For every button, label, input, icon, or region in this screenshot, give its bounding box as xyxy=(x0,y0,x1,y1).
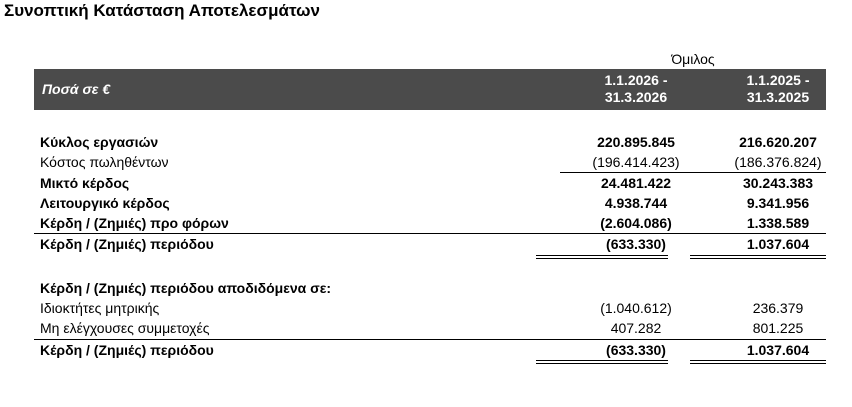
value-2026: 24.481.422 xyxy=(600,175,672,191)
value-2026: 220.895.845 xyxy=(597,134,675,150)
value-2026: (2.604.086) xyxy=(600,215,672,231)
value-2026: (633.330) xyxy=(606,236,666,252)
row-gross-profit xyxy=(34,173,826,193)
value-2025: 801.225 xyxy=(752,320,804,336)
value-2026: (1.040.612) xyxy=(600,300,672,316)
period-2025-start: 1.1.2025 - xyxy=(746,72,810,88)
value-2025: 1.037.604 xyxy=(746,236,810,252)
row-label: Κέρδη / (Ζημιές) περιόδου xyxy=(40,236,214,252)
row-non-controlling-interests xyxy=(34,318,826,338)
row-label: Κέρδη / (Ζημιές) προ φόρων xyxy=(40,215,229,231)
row-cost-of-sales xyxy=(34,152,826,172)
amounts-unit-label: Ποσά σε € xyxy=(42,81,111,97)
total-double-underline xyxy=(536,360,668,364)
table-header xyxy=(34,69,826,110)
statement-title: Συνοπτική Κατάσταση Αποτελεσμάτων xyxy=(4,1,320,20)
row-label: Κύκλος εργασιών xyxy=(40,134,159,150)
attribution-heading-row xyxy=(34,278,826,298)
value-2026: (196.414.423) xyxy=(592,154,680,170)
value-2026: 4.938.744 xyxy=(604,195,668,211)
row-label: Κόστος πωληθέντων xyxy=(40,154,169,170)
attribution-heading: Κέρδη / (Ζημιές) περιόδου αποδιδόμενα σε: xyxy=(40,280,331,296)
row-label: Μικτό κέρδος xyxy=(40,175,130,191)
value-2025: 9.341.956 xyxy=(746,195,810,211)
value-2025: (186.376.824) xyxy=(734,154,822,170)
total-double-underline xyxy=(690,360,826,364)
row-label: Μη ελέγχουσες συμμετοχές xyxy=(40,320,210,336)
row-revenue xyxy=(34,132,826,152)
group-column-label: Όμιλος xyxy=(671,51,715,67)
total-double-underline xyxy=(536,255,668,259)
value-2025: 1.338.589 xyxy=(746,215,810,231)
row-label: Λειτουργικό κέρδος xyxy=(40,195,170,211)
row-attributed-period-result xyxy=(34,340,826,360)
period-2026-header xyxy=(570,72,702,106)
row-period-result xyxy=(34,234,826,254)
row-operating-profit xyxy=(34,193,826,213)
value-2026: (633.330) xyxy=(606,342,666,358)
period-2025-end: 31.3.2025 xyxy=(746,89,810,105)
value-2025: 30.243.383 xyxy=(742,175,814,191)
value-2025: 1.037.604 xyxy=(746,342,810,358)
period-2025-header xyxy=(712,72,844,106)
period-2026-start: 1.1.2026 - xyxy=(604,72,668,88)
row-label: Ιδιοκτήτες μητρικής xyxy=(40,300,160,316)
period-2026-end: 31.3.2026 xyxy=(604,89,668,105)
row-label: Κέρδη / (Ζημιές) περιόδου xyxy=(40,342,214,358)
row-profit-before-tax xyxy=(34,213,826,233)
value-2025: 236.379 xyxy=(752,300,804,316)
value-2025: 216.620.207 xyxy=(739,134,817,150)
row-parent-owners xyxy=(34,298,826,318)
value-2026: 407.282 xyxy=(610,320,662,336)
total-double-underline xyxy=(690,255,826,259)
